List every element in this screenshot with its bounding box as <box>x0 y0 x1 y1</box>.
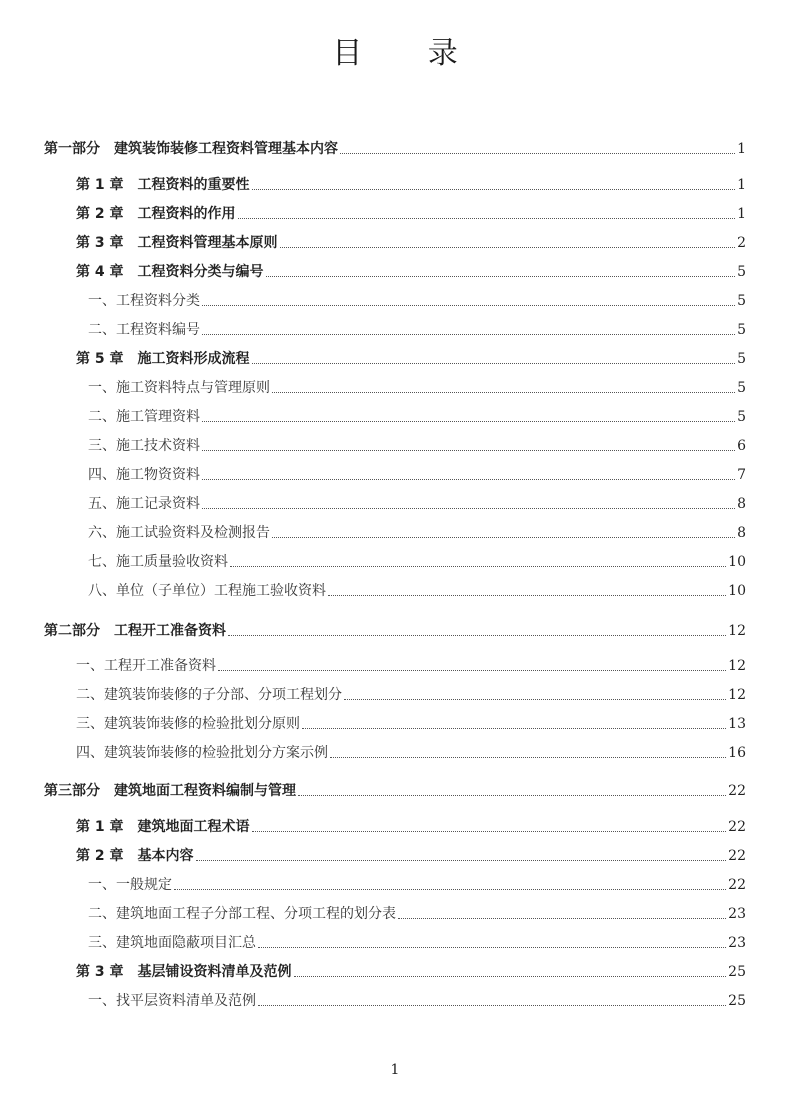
toc-entry-label: 一、找平层资料清单及范例 <box>88 993 256 1009</box>
toc-entry-label: 三、建筑装饰装修的检验批划分原则 <box>76 716 300 732</box>
toc-entry-section-top[interactable] <box>76 742 746 764</box>
toc-entry-section[interactable] <box>88 990 746 1012</box>
toc-entry-page: 25 <box>728 993 746 1009</box>
toc-entry-chapter[interactable] <box>76 348 746 370</box>
dot-leader <box>202 421 735 422</box>
dot-leader <box>218 670 726 671</box>
toc-entry-label: 五、施工记录资料 <box>88 496 200 512</box>
toc-entry-label: 第 3 章 基层铺设资料清单及范例 <box>76 964 292 980</box>
dot-leader <box>258 1005 726 1006</box>
toc-entry-page: 22 <box>728 848 746 864</box>
toc-entry-page: 10 <box>728 554 746 570</box>
toc-entry-section[interactable] <box>88 319 746 341</box>
page-number: 1 <box>390 1062 400 1078</box>
toc-entry-page: 13 <box>728 716 746 732</box>
toc-entry-label: 四、建筑装饰装修的检验批划分方案示例 <box>76 745 328 761</box>
toc-entry-section[interactable] <box>88 377 746 399</box>
dot-leader <box>196 860 727 861</box>
toc-entry-section[interactable] <box>88 522 746 544</box>
toc-entry-chapter[interactable] <box>76 961 746 983</box>
toc-entry-label: 三、施工技术资料 <box>88 438 200 454</box>
dot-leader <box>272 392 735 393</box>
toc-entry-section[interactable] <box>88 290 746 312</box>
toc-entry-page: 1 <box>737 177 746 193</box>
toc-entry-chapter[interactable] <box>76 816 746 838</box>
dot-leader <box>328 595 726 596</box>
toc-entry-page: 7 <box>737 467 746 483</box>
toc-entry-section-top[interactable] <box>76 655 746 677</box>
toc-entry-label: 四、施工物资资料 <box>88 467 200 483</box>
toc-entry-chapter[interactable] <box>76 845 746 867</box>
dot-leader <box>202 508 735 509</box>
dot-leader <box>258 947 726 948</box>
toc-entry-label: 一、施工资料特点与管理原则 <box>88 380 270 396</box>
toc-entry-part[interactable] <box>44 620 746 642</box>
toc-entry-label: 六、施工试验资料及检测报告 <box>88 525 270 541</box>
toc-entry-page: 25 <box>728 964 746 980</box>
dot-leader <box>202 479 735 480</box>
toc-entry-label: 一、工程资料分类 <box>88 293 200 309</box>
toc-entry-page: 5 <box>737 264 746 280</box>
toc-entry-label: 二、施工管理资料 <box>88 409 200 425</box>
dot-leader <box>330 757 726 758</box>
toc-entry-chapter[interactable] <box>76 261 746 283</box>
toc-entry-label: 第 4 章 工程资料分类与编号 <box>76 264 264 280</box>
toc-entry-page: 5 <box>737 351 746 367</box>
toc-entry-label: 二、建筑地面工程子分部工程、分项工程的划分表 <box>88 906 396 922</box>
toc-entry-label: 第 5 章 施工资料形成流程 <box>76 351 250 367</box>
dot-leader <box>202 334 735 335</box>
dot-leader <box>238 218 736 219</box>
toc-entry-page: 5 <box>737 293 746 309</box>
dot-leader <box>252 189 736 190</box>
toc-entry-label: 第 2 章 工程资料的作用 <box>76 206 236 222</box>
toc-entry-page: 12 <box>728 658 746 674</box>
toc-entry-label: 二、建筑装饰装修的子分部、分项工程划分 <box>76 687 342 703</box>
toc-entry-label: 七、施工质量验收资料 <box>88 554 228 570</box>
dot-leader <box>230 566 726 567</box>
toc-entry-section-top[interactable] <box>76 684 746 706</box>
toc-entry-page: 8 <box>737 525 746 541</box>
toc-entry-label: 第二部分 工程开工准备资料 <box>44 623 226 639</box>
dot-leader <box>294 976 727 977</box>
dot-leader <box>266 276 736 277</box>
toc-entry-label: 一、工程开工准备资料 <box>76 658 216 674</box>
toc-entry-page: 5 <box>737 322 746 338</box>
toc-entry-label: 八、单位（子单位）工程施工验收资料 <box>88 583 326 599</box>
toc-entry-page: 8 <box>737 496 746 512</box>
dot-leader <box>202 450 735 451</box>
dot-leader <box>252 831 727 832</box>
toc-entry-page: 22 <box>728 819 746 835</box>
toc-entry-page: 2 <box>737 235 746 251</box>
toc-entry-section[interactable] <box>88 551 746 573</box>
toc-entry-label: 第 2 章 基本内容 <box>76 848 194 864</box>
toc-entry-page: 10 <box>728 583 746 599</box>
toc-entry-label: 第三部分 建筑地面工程资料编制与管理 <box>44 783 296 799</box>
toc-entry-label: 第 3 章 工程资料管理基本原则 <box>76 235 278 251</box>
toc-entry-part[interactable] <box>44 138 746 160</box>
toc-entry-label: 第 1 章 建筑地面工程术语 <box>76 819 250 835</box>
toc-entry-section[interactable] <box>88 903 746 925</box>
toc-entry-label: 第一部分 建筑装饰装修工程资料管理基本内容 <box>44 141 338 157</box>
toc-entry-section-top[interactable] <box>76 713 746 735</box>
toc-entry-page: 22 <box>728 783 746 799</box>
toc-entry-section[interactable] <box>88 406 746 428</box>
toc-entry-page: 12 <box>728 623 746 639</box>
toc-entry-page: 6 <box>737 438 746 454</box>
toc-entry-page: 23 <box>728 906 746 922</box>
toc-entry-page: 16 <box>728 745 746 761</box>
dot-leader <box>228 635 726 636</box>
page-title: 目 录 <box>332 36 486 71</box>
toc-entry-part[interactable] <box>44 780 746 802</box>
dot-leader <box>344 699 726 700</box>
toc-entry-label: 三、建筑地面隐蔽项目汇总 <box>88 935 256 951</box>
toc-entry-chapter[interactable] <box>76 232 746 254</box>
toc-entry-page: 1 <box>737 141 746 157</box>
dot-leader <box>272 537 735 538</box>
toc-entry-section[interactable] <box>88 932 746 954</box>
toc-entry-chapter[interactable] <box>76 174 746 196</box>
toc-entry-page: 5 <box>737 380 746 396</box>
dot-leader <box>302 728 726 729</box>
toc-entry-label: 第 1 章 工程资料的重要性 <box>76 177 250 193</box>
toc-entry-section[interactable] <box>88 493 746 515</box>
dot-leader <box>202 305 735 306</box>
toc-entry-section[interactable] <box>88 874 746 896</box>
dot-leader <box>280 247 736 248</box>
dot-leader <box>174 889 726 890</box>
toc-entry-section[interactable] <box>88 435 746 457</box>
toc-entry-page: 12 <box>728 687 746 703</box>
dot-leader <box>340 153 735 154</box>
dot-leader <box>298 795 726 796</box>
toc-entry-chapter[interactable] <box>76 203 746 225</box>
toc-entry-section[interactable] <box>88 580 746 602</box>
dot-leader <box>252 363 736 364</box>
toc-entry-page: 1 <box>737 206 746 222</box>
toc-entry-label: 二、工程资料编号 <box>88 322 200 338</box>
toc-entry-page: 5 <box>737 409 746 425</box>
toc-entry-page: 23 <box>728 935 746 951</box>
toc-entry-page: 22 <box>728 877 746 893</box>
toc-entry-label: 一、一般规定 <box>88 877 172 893</box>
dot-leader <box>398 918 726 919</box>
toc-entry-section[interactable] <box>88 464 746 486</box>
